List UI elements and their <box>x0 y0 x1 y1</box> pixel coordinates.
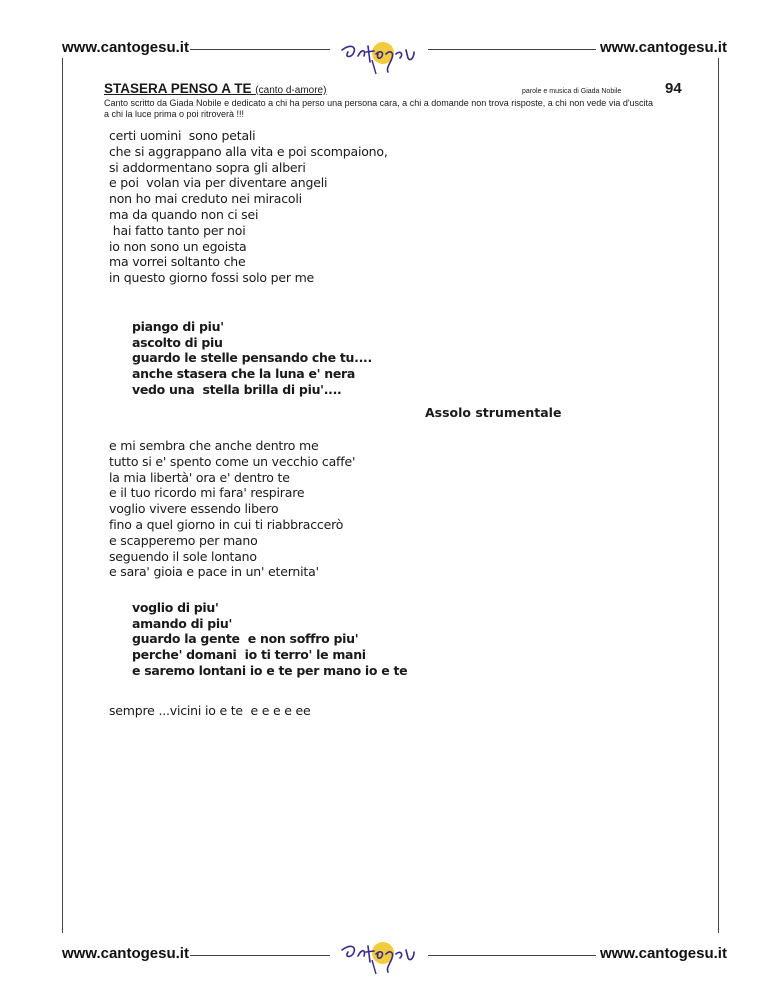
site-link-top-right[interactable]: www.cantogesu.it <box>600 39 727 56</box>
frame-line-top-left <box>190 49 330 50</box>
lyric-line: in questo giorno fossi solo per me <box>109 270 315 286</box>
chorus-line: ascolto di piu <box>132 334 223 350</box>
frame-line-left <box>62 58 63 933</box>
lyric-line: tutto si e' spento come un vecchio caffe' <box>109 453 356 469</box>
chorus-2 <box>132 600 407 679</box>
chorus-1 <box>132 319 372 398</box>
chorus-line: guardo la gente e non soffro piu' <box>132 631 359 647</box>
chorus-line: anche stasera che la luna e' nera <box>132 366 356 382</box>
lyric-line: voglio vivere essendo libero <box>109 501 279 517</box>
site-link-top-left[interactable]: www.cantogesu.it <box>62 39 189 56</box>
lyric-line: seguendo il sole lontano <box>109 548 257 564</box>
site-link-bottom-right[interactable]: www.cantogesu.it <box>600 945 727 962</box>
lyric-line: e mi sembra che anche dentro me <box>109 438 319 453</box>
chorus-line: e saremo lontani io e te per mano io e te <box>132 662 408 678</box>
song-credits: parole e musica di Giada Nobile <box>522 88 622 95</box>
dedication <box>104 98 704 120</box>
cantogesu-logo-bottom <box>336 936 418 976</box>
verse-1 <box>109 128 388 286</box>
song-title <box>104 81 326 96</box>
outro <box>109 703 310 719</box>
lyric-line: fino a quel giorno in cui ti riabbraccerò <box>109 516 344 532</box>
lyric-line: io non sono un egoista <box>109 238 247 254</box>
frame-line-bottom-left <box>190 955 330 956</box>
dedication-line-2: a chi la luce prima o poi ritroverà !!! <box>104 109 245 119</box>
chorus-line: vedo una stella brilla di piu'.... <box>132 381 342 397</box>
lyric-line: ma vorrei soltanto che <box>109 254 246 270</box>
chorus-line: amando di piu' <box>132 615 233 631</box>
song-title-text: STASERA PENSO A TE <box>104 81 252 96</box>
lyric-line: che si aggrappano alla vita e poi scompaiono, <box>109 143 388 159</box>
lyric-line: e sara' gioia e pace in un' eternita' <box>109 564 319 580</box>
site-link-bottom-left[interactable]: www.cantogesu.it <box>62 945 189 962</box>
lyric-line: e il tuo ricordo mi fara' respirare <box>109 485 305 501</box>
lyric-line: e scapperemo per mano <box>109 532 258 548</box>
lyric-line: certi uomini sono petali <box>109 128 256 143</box>
lyric-line: e poi volan via per diventare angeli <box>109 175 328 191</box>
frame-line-right <box>718 58 719 933</box>
chorus-line: piango di piu' <box>132 319 224 334</box>
frame-line-bottom-right <box>428 955 596 956</box>
instrumental-label: Assolo strumentale <box>425 405 562 420</box>
lyric-line: la mia libertà' ora e' dentro te <box>109 469 290 485</box>
frame-line-top-right <box>428 49 596 50</box>
chorus-line: perche' domani io ti terro' le mani <box>132 647 366 663</box>
page-number: 94 <box>665 80 682 97</box>
lyric-line: hai fatto tanto per noi <box>109 222 246 238</box>
lyric-line: sempre ...vicini io e te e e e e ee <box>109 703 311 718</box>
lyric-line: non ho mai creduto nei miracoli <box>109 191 302 207</box>
song-subtitle: (canto d-amore) <box>255 85 327 96</box>
cantogesu-logo-top <box>336 36 418 76</box>
dedication-line-1: Canto scritto da Giada Nobile e dedicato a chi ha perso una persona cara, a chi a domande non trova risposte, a chi non vede via d'uscita <box>104 98 654 108</box>
lyric-line: si addormentano sopra gli alberi <box>109 159 306 175</box>
verse-2 <box>109 438 355 580</box>
lyric-line: ma da quando non ci sei <box>109 206 259 222</box>
chorus-line: guardo le stelle pensando che tu.... <box>132 350 372 366</box>
chorus-line: voglio di piu' <box>132 600 219 615</box>
